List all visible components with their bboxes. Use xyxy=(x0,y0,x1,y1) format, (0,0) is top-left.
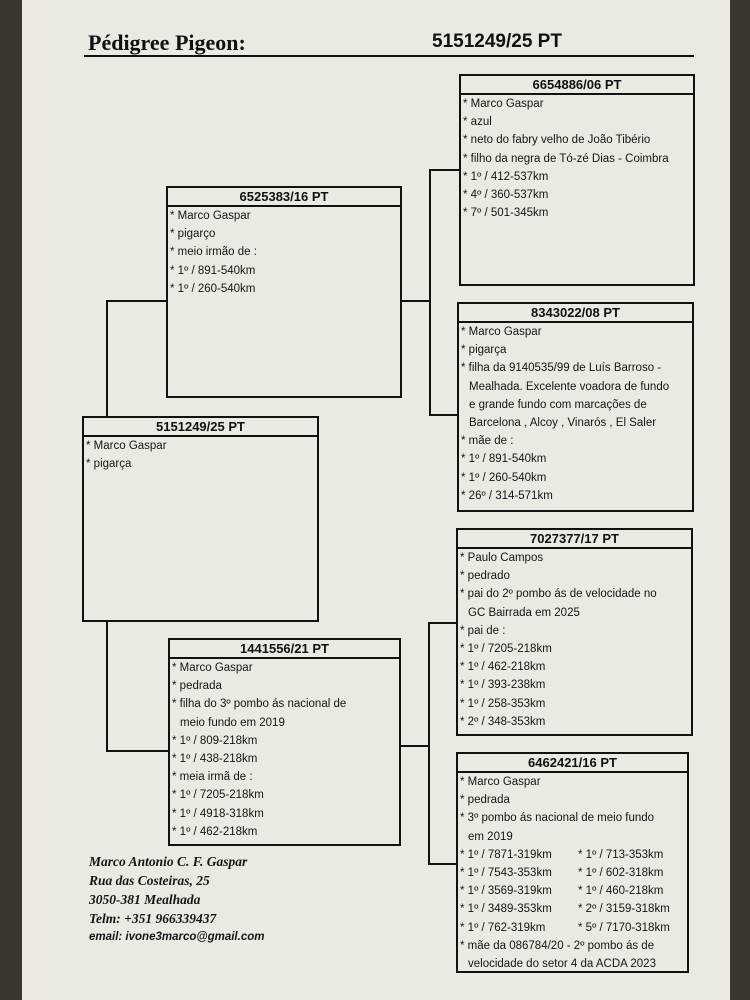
result-line: * 1º / 3489-353km xyxy=(460,903,552,916)
pedigree-box-sire-dam xyxy=(457,302,694,512)
connector-line xyxy=(106,750,168,752)
detail-line: * 1º / 462-218km xyxy=(172,825,258,838)
ring-number: 6525383/16 PT xyxy=(168,188,400,207)
detail-line: * meia irmã de : xyxy=(172,771,253,784)
detail-line: * 1º / 462-218km xyxy=(460,661,546,674)
pedigree-box-dam-sire xyxy=(456,528,693,736)
detail-line: * mãe de : xyxy=(461,435,514,448)
detail-line: meio fundo em 2019 xyxy=(180,716,285,729)
detail-line: * 26º / 314-571km xyxy=(461,489,553,502)
ring-number: 7027377/17 PT xyxy=(458,530,691,549)
detail-line: * pigarça xyxy=(461,344,507,357)
detail-line: * 1º / 260-540km xyxy=(461,471,547,484)
detail-line: * Marco Gaspar xyxy=(172,662,253,674)
detail-line: * 1º / 260-540km xyxy=(170,282,256,295)
detail-line: velocidade do setor 4 da ACDA 2023 xyxy=(468,958,656,971)
connector-line xyxy=(429,169,460,171)
detail-line: * 7º / 501-345km xyxy=(463,207,549,220)
detail-line: * Marco Gaspar xyxy=(463,98,544,110)
connector-line xyxy=(428,622,457,624)
detail-line: * pigarço xyxy=(170,228,216,241)
connector-line xyxy=(429,414,458,416)
detail-line: em 2019 xyxy=(468,830,513,843)
detail-line: * 1º / 412-537km xyxy=(463,170,549,183)
detail-line: e grande fundo com marcações de xyxy=(469,398,647,411)
owner-name: Marco Antonio C. F. Gaspar xyxy=(89,854,248,869)
detail-line: * Marco Gaspar xyxy=(170,210,251,222)
detail-line: * 1º / 891-540km xyxy=(461,453,547,466)
ring-number: 6654886/06 PT xyxy=(461,76,693,95)
page-title: Pédigree Pigeon: xyxy=(88,30,246,55)
detail-line: * pai do 2º pombo ás de velocidade no xyxy=(460,588,657,601)
connector-line xyxy=(401,300,431,302)
connector-line xyxy=(400,745,430,747)
connector-line xyxy=(106,300,108,418)
owner-street: Rua das Costeiras, 25 xyxy=(89,873,210,888)
detail-line: * azul xyxy=(463,116,492,129)
detail-line: * mãe da 086784/20 - 2º pombo ás de xyxy=(460,939,655,952)
detail-line: * Marco Gaspar xyxy=(86,440,167,452)
detail-line: * 1º / 7205-218km xyxy=(172,789,264,802)
detail-line: * 1º / 7205-218km xyxy=(460,643,552,656)
detail-line: * filha do 3º pombo ás nacional de xyxy=(172,698,347,711)
detail-line: * Paulo Campos xyxy=(460,552,544,564)
result-line: * 2º / 3159-318km xyxy=(578,903,670,916)
connector-line xyxy=(106,621,108,752)
pedigree-box-sire-sire xyxy=(459,74,695,286)
detail-line: * pigarça xyxy=(86,458,132,471)
header-divider xyxy=(84,55,694,57)
detail-line: * pedrado xyxy=(460,570,510,583)
ring-number: 5151249/25 PT xyxy=(84,418,317,437)
detail-line: * pai de : xyxy=(460,624,506,637)
detail-line: Mealhada. Excelente voadora de fundo xyxy=(469,380,670,393)
connector-line xyxy=(428,863,457,865)
owner-city: 3050-381 Mealhada xyxy=(89,892,201,907)
detail-line: * pedrada xyxy=(172,680,222,693)
pedigree-box-dam xyxy=(168,638,401,846)
detail-line: * 1º / 809-218km xyxy=(172,734,258,747)
detail-line: * 1º / 438-218km xyxy=(172,753,258,766)
detail-line: * filha da 9140535/99 de Luís Barroso - xyxy=(461,362,662,375)
connector-line xyxy=(429,169,431,416)
result-line: * 1º / 7543-353km xyxy=(460,867,552,880)
pedigree-box-subject xyxy=(82,416,319,622)
connector-line xyxy=(428,622,430,865)
detail-line: Barcelona , Alcoy , Vinarós , El Saler xyxy=(469,417,657,430)
result-line: * 1º / 602-318km xyxy=(578,867,664,880)
subject-ring-number: 5151249/25 PT xyxy=(432,31,562,52)
detail-line: * 1º / 891-540km xyxy=(170,264,256,277)
ring-number: 8343022/08 PT xyxy=(459,304,692,323)
result-line: * 1º / 7871-319km xyxy=(460,848,552,861)
detail-line: * 1º / 4918-318km xyxy=(172,807,264,820)
result-line: * 5º / 7170-318km xyxy=(578,921,670,934)
result-line: * 1º / 762-319km xyxy=(460,921,546,934)
result-line: * 1º / 3569-319km xyxy=(460,885,552,898)
detail-line: * Marco Gaspar xyxy=(461,326,542,338)
detail-line: * 1º / 258-353km xyxy=(460,697,546,710)
owner-email: email: ivone3marco@gmail.com xyxy=(89,931,265,943)
result-line: * 1º / 713-353km xyxy=(578,848,664,861)
detail-line: * pedrada xyxy=(460,794,510,807)
owner-address-block xyxy=(89,852,264,947)
detail-line: * 4º / 360-537km xyxy=(463,189,549,202)
connector-line xyxy=(106,300,168,302)
detail-line: * 3º pombo ás nacional de meio fundo xyxy=(460,812,655,825)
detail-line: * meio irmão de : xyxy=(170,246,257,259)
detail-line: * 2º / 348-353km xyxy=(460,715,546,728)
ring-number: 6462421/16 PT xyxy=(458,754,687,773)
detail-line: * Marco Gaspar xyxy=(460,776,541,788)
detail-line: * neto do fabry velho de João Tibério xyxy=(463,134,651,147)
pedigree-box-dam-dam xyxy=(456,752,689,973)
results-table xyxy=(460,846,685,937)
pedigree-box-sire xyxy=(166,186,402,398)
detail-line: * filho da negra de Tó-zé Dias - Coimbra xyxy=(463,152,669,165)
detail-line: GC Bairrada em 2025 xyxy=(468,606,580,619)
ring-number: 1441556/21 PT xyxy=(170,640,399,659)
result-line: * 1º / 460-218km xyxy=(578,885,664,898)
owner-phone: Telm: +351 966339437 xyxy=(89,911,217,926)
detail-line: * 1º / 393-238km xyxy=(460,679,546,692)
